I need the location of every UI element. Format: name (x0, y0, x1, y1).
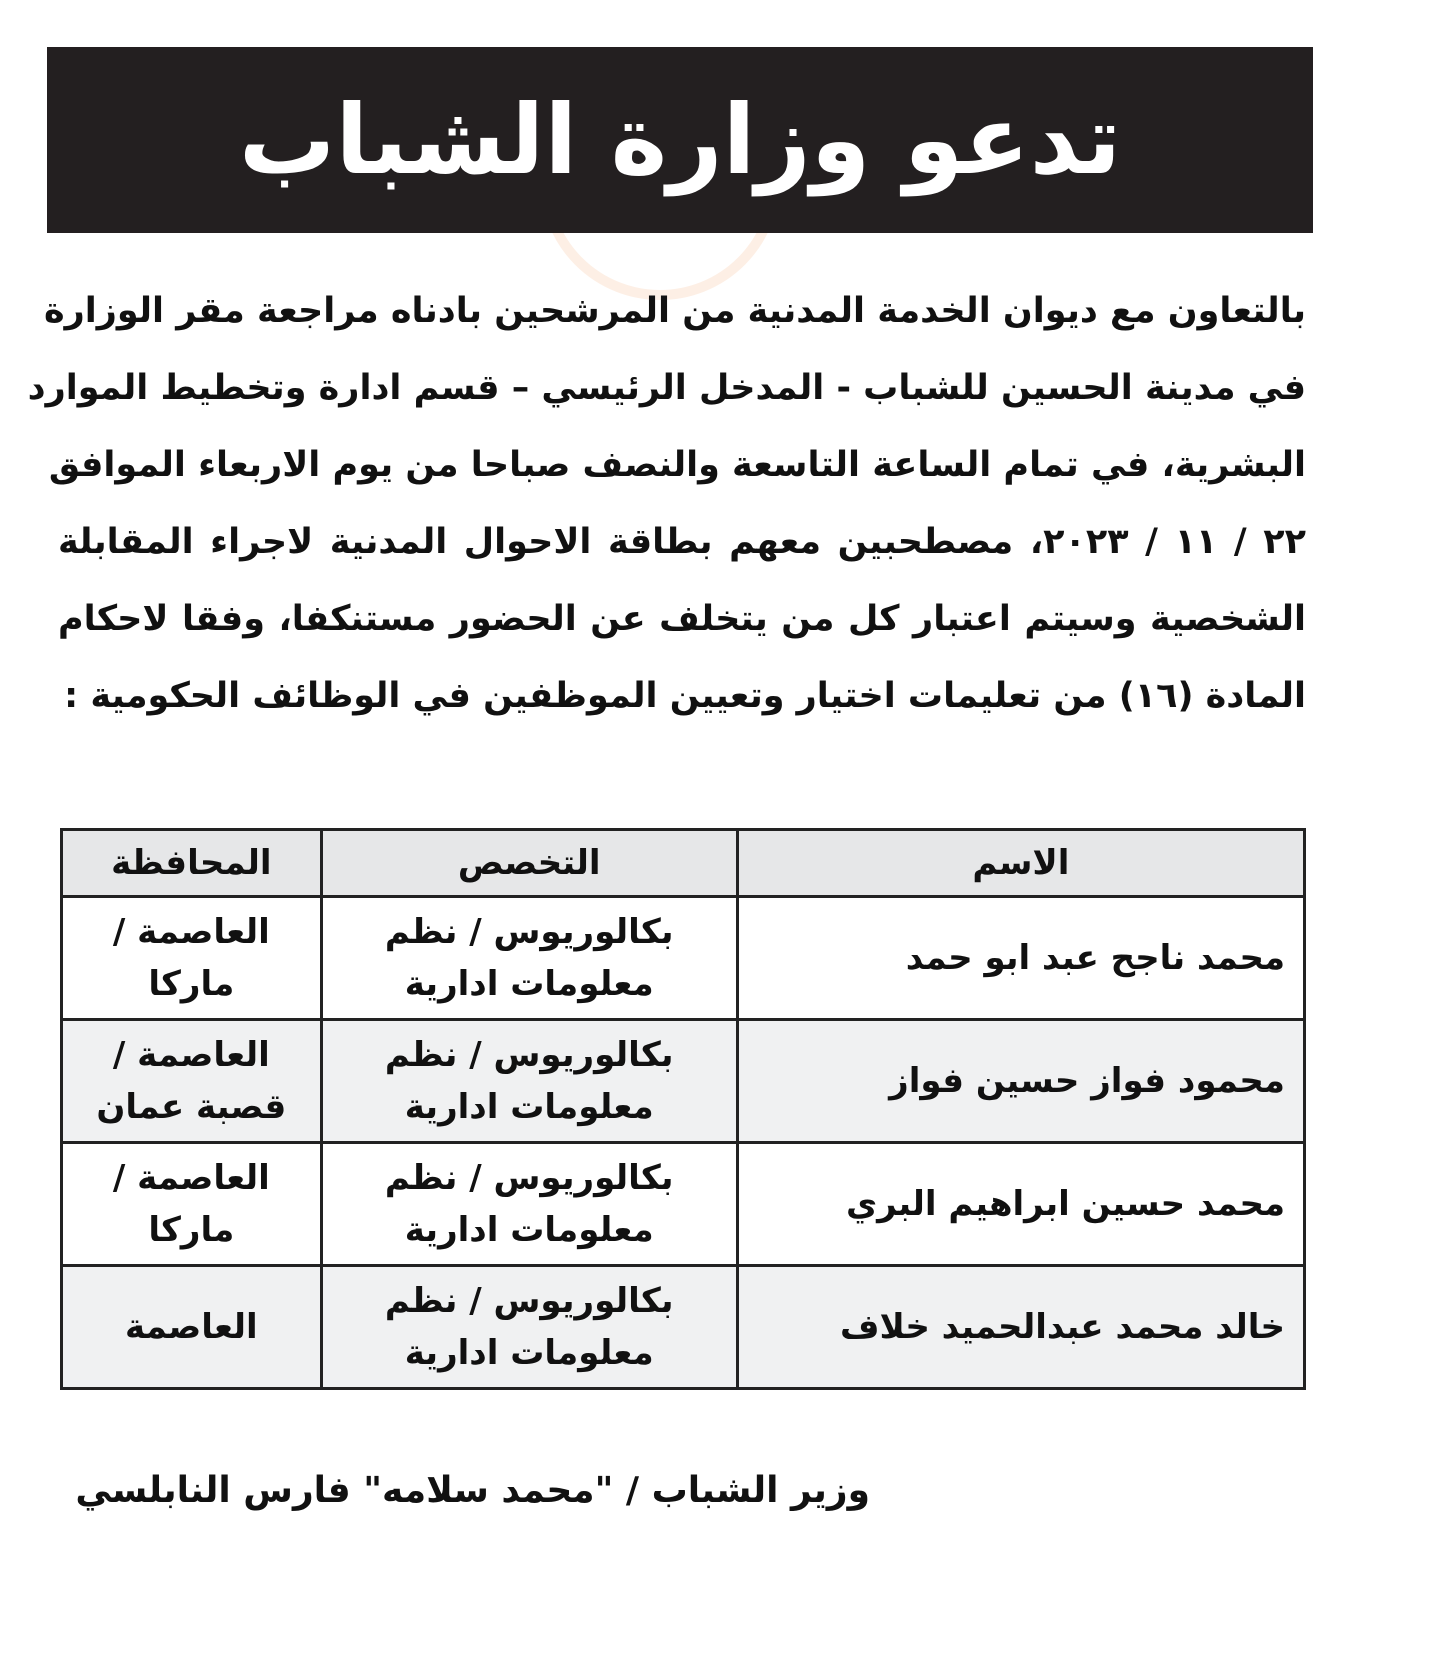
cell-governorate: العاصمة / ماركا (62, 1143, 322, 1266)
table-row (62, 1143, 1305, 1266)
cell-name: خالد محمد عبدالحميد خلاف (737, 1266, 1304, 1389)
cell-specialty: بكالوريوس / نظم معلومات ادارية (321, 1020, 737, 1143)
candidates-table (60, 828, 1306, 1390)
cell-name: محمد حسين ابراهيم البري (737, 1143, 1304, 1266)
header-specialty: التخصص (321, 830, 737, 897)
page-title: تدعو وزارة الشباب (238, 84, 1122, 196)
cell-specialty: بكالوريوس / نظم معلومات ادارية (321, 897, 737, 1020)
header-name: الاسم (737, 830, 1304, 897)
paragraph-line: ٢٢ / ١١ / ٢٠٢٣، مصطحبين معهم بطاقة الاحوال المدنية لاجراء المقابلة (58, 522, 1307, 562)
cell-specialty: بكالوريوس / نظم معلومات ادارية (321, 1266, 737, 1389)
cell-governorate: العاصمة (62, 1266, 322, 1389)
paragraph-line: بالتعاون مع ديوان الخدمة المدنية من المرشحين بادناه مراجعة مقر الوزارة (43, 291, 1306, 331)
minister-signature: وزير الشباب / "محمد سلامه" فارس النابلسي (75, 1470, 870, 1511)
title-banner (47, 47, 1313, 233)
paragraph-line: المادة (١٦) من تعليمات اختيار وتعيين الموظفين في الوظائف الحكومية : (64, 676, 1306, 716)
cell-name: محمود فواز حسين فواز (737, 1020, 1304, 1143)
cell-governorate: العاصمة / ماركا (62, 897, 322, 1020)
table-row (62, 897, 1305, 1020)
paragraph-line: الشخصية وسيتم اعتبار كل من يتخلف عن الحضور مستنكفا، وفقا لاحكام (58, 599, 1306, 639)
cell-governorate: العاصمة / قصبة عمان (62, 1020, 322, 1143)
paragraph-line: البشرية، في تمام الساعة التاسعة والنصف صباحا من يوم الاربعاء الموافق (48, 445, 1306, 485)
announcement-paragraph (27, 280, 1307, 742)
table-row (62, 1266, 1305, 1389)
cell-specialty: بكالوريوس / نظم معلومات ادارية (321, 1143, 737, 1266)
table-header-row (62, 830, 1305, 897)
paragraph-line: في مدينة الحسين للشباب - المدخل الرئيسي – قسم ادارة وتخطيط الموارد (27, 368, 1306, 408)
table-row (62, 1020, 1305, 1143)
cell-name: محمد ناجح عبد ابو حمد (737, 897, 1304, 1020)
header-governorate: المحافظة (62, 830, 322, 897)
